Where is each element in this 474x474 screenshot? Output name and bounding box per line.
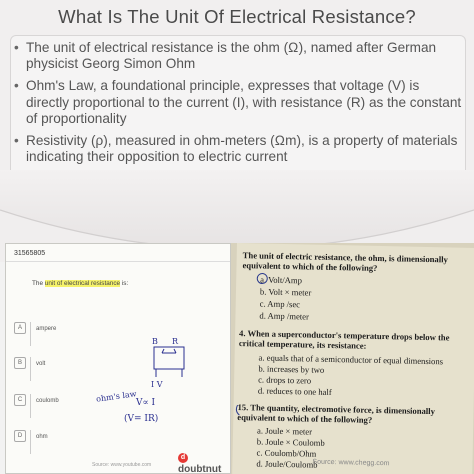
option-letter: B: [14, 357, 26, 369]
handwritten-formula: (V= IR): [124, 414, 159, 424]
source-caption: Source: www.chegg.com: [312, 458, 390, 468]
answer-option: c. Coulomb/Ohm: [256, 447, 317, 459]
answer-option: c. Amp /sec: [259, 298, 301, 310]
question-header: The unit of electric resistance, the ohm, is dimensionally equivalent to which of the following?: [242, 250, 448, 273]
option-divider: [30, 394, 31, 418]
option-divider: [30, 430, 31, 454]
handwritten-iv: I V: [151, 380, 163, 389]
bullet-item: • Ohm's Law, a foundational principle, expresses that voltage (V) is directly proportional to the current (I), with resistance (R) as the constant of proportionality: [14, 78, 464, 127]
question-id: 31565805: [14, 250, 46, 257]
question-header: 4. When a superconductor's temperature drops below the critical temperature, its resistance:: [238, 328, 450, 351]
brand-name: doubtnut: [178, 464, 222, 474]
doubtnut-question-photo: [5, 243, 231, 474]
answer-option: c. drops to zero: [258, 374, 312, 386]
exam-paper: [232, 243, 474, 474]
handwritten-proportional: V∝ I: [136, 398, 156, 408]
answer-option: a. equals that of a semiconductor of equal dimensions: [258, 352, 444, 367]
question-text: [32, 280, 142, 288]
option-b: [14, 357, 134, 381]
option-d: [14, 430, 134, 454]
answer-option: b. Joule × Coulomb: [256, 436, 325, 448]
question-text-pre: The: [32, 280, 45, 287]
option-letter: A: [14, 322, 26, 334]
handwritten-ohms-law: ohm's law: [95, 389, 138, 404]
divider: [6, 261, 231, 262]
answer-option: a. Volt/Amp: [260, 274, 303, 286]
answer-option: b. Volt × meter: [259, 286, 312, 298]
option-letter: D: [14, 430, 26, 442]
answer-option: a. Joule × meter: [256, 425, 313, 437]
handwritten-r: R: [172, 337, 179, 346]
brand-logo: [178, 453, 230, 474]
bullet-item: • The unit of electrical resistance is the ohm (Ω), named after German physicist Georg Simon Ohm: [14, 40, 464, 72]
question-highlight: unit of electrical resistance: [44, 280, 121, 287]
option-a: [14, 322, 134, 346]
answer-option: b. increases by two: [258, 363, 325, 375]
option-text: ampere: [36, 326, 57, 332]
option-text: volt: [36, 361, 46, 367]
pen-marks-icon: [232, 243, 474, 474]
option-text: coulomb: [36, 398, 59, 404]
doubtnut-logo-icon: d: [178, 453, 188, 463]
answer-option: d. Amp /meter: [259, 310, 309, 322]
handwritten-b: B: [152, 337, 158, 346]
page-title: What Is The Unit Of Electrical Resistance?: [58, 6, 416, 27]
option-text: ohm: [36, 434, 48, 440]
option-letter: C: [14, 394, 26, 406]
question-header: 15. The quantity, electromotive force, is dimensionally equivalent to which of the following?: [237, 402, 436, 425]
option-divider: [30, 357, 31, 381]
chegg-question-photo: [231, 243, 474, 474]
answer-option: d. reduces to one half: [257, 385, 332, 398]
answer-option: d. Joule/Coulomb: [256, 458, 318, 470]
question-text-post: is:: [120, 280, 129, 287]
bullet-item: • Resistivity (ρ), measured in ohm-meters (Ωm), is a property of materials indicating their opposition to electric current: [14, 133, 464, 165]
option-divider: [30, 322, 31, 346]
source-caption: Source: www.youtube.com: [92, 462, 152, 468]
